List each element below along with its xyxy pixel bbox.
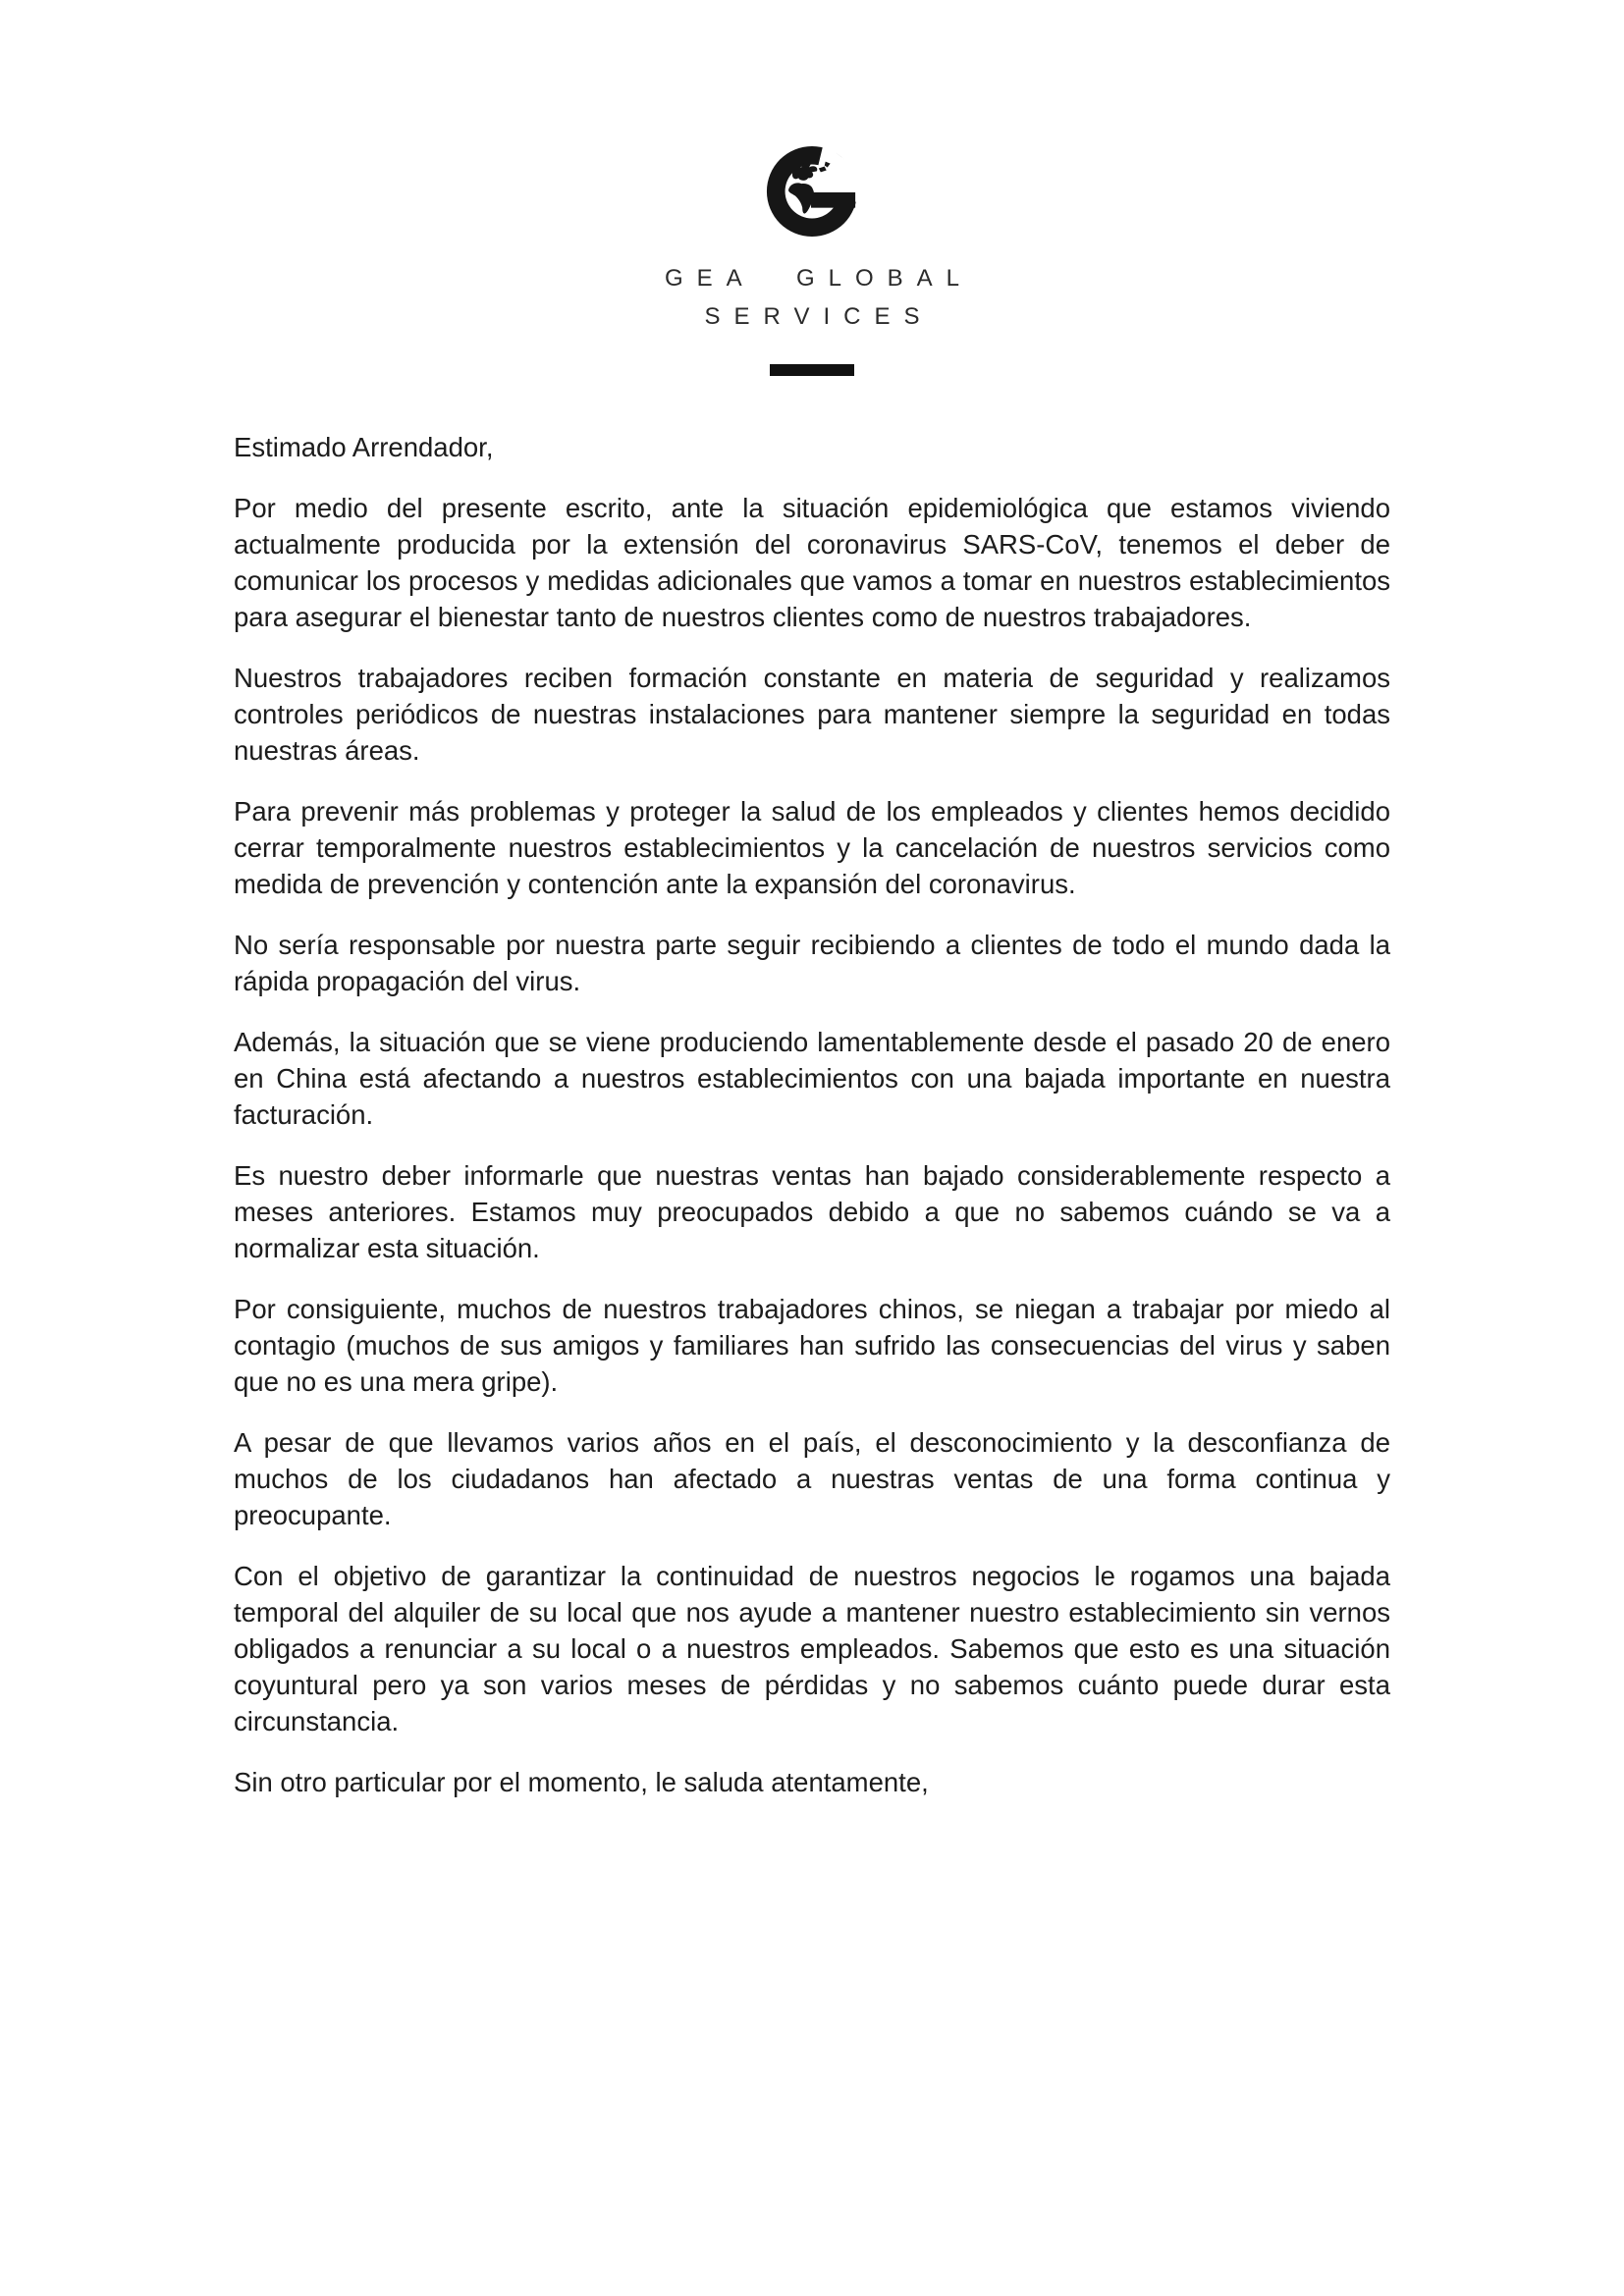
letter-paragraph-2: Nuestros trabajadores reciben formación constante en materia de seguridad y realizamos controles periódicos de nuestras instalaciones para mantener siempre la seguridad en todas nuestras áreas. [234, 663, 1390, 766]
letter-paragraph-9: Con el objetivo de garantizar la continuidad de nuestros negocios le rogamos una bajada temporal del alquiler de su local que nos ayude a mantener nuestro establecimiento sin vernos obligados a renunciar a su local o a nuestros empleados. Sabemos que esto es una situación coyuntural pero ya son varios meses de pérdidas y no sabemos cuánto puede durar esta circunstancia. [234, 1561, 1390, 1736]
logo-divider-bar [770, 364, 854, 376]
letter-closing: Sin otro particular por el momento, le saluda atentamente, [234, 1767, 929, 1797]
globe-g-icon [764, 143, 860, 240]
letter-paragraph-5: Además, la situación que se viene produciendo lamentablemente desde el pasado 20 de enero en China está afectando a nuestros establecimientos con una bajada importante en nuestra facturación. [234, 1027, 1390, 1130]
letter-paragraph-1: Por medio del presente escrito, ante la situación epidemiológica que estamos viviendo actualmente producida por la extensión del coronavirus SARS-CoV, tenemos el deber de comunicar los procesos y medidas adicionales que vamos a tomar en nuestros establecimientos para asegurar el bienestar tanto de nuestros clientes como de nuestros trabajadores. [234, 493, 1390, 632]
letter-paragraph-7: Por consiguiente, muchos de nuestros trabajadores chinos, se niegan a trabajar por miedo al contagio (muchos de sus amigos y familiares han sufrido las consecuencias del virus y saben que no es una mera gripe). [234, 1294, 1390, 1397]
letter-paragraph-6: Es nuestro deber informarle que nuestras ventas han bajado considerablemente respecto a meses anteriores. Estamos muy preocupados debido a que no sabemos cuándo se va a normalizar esta situación. [234, 1160, 1390, 1263]
letter-paragraph-4: No sería responsable por nuestra parte seguir recibiendo a clientes de todo el mundo dada la rápida propagación del virus. [234, 930, 1390, 996]
brand-name: GEA GLOBAL [664, 265, 974, 292]
letterhead [0, 0, 1624, 376]
letter-body [234, 429, 1390, 1800]
brand-subname: SERVICES [704, 303, 934, 330]
letter-paragraph-8: A pesar de que llevamos varios años en el país, el desconocimiento y la desconfianza de muchos de los ciudadanos han afectado a nuestras ventas de una forma continua y preocupante. [234, 1427, 1390, 1530]
letter-greeting: Estimado Arrendador, [234, 432, 494, 462]
letter-paragraph-3: Para prevenir más problemas y proteger la salud de los empleados y clientes hemos decidido cerrar temporalmente nuestros establecimientos y la cancelación de nuestros servicios como medida de prevención y contención ante la expansión del coronavirus. [234, 796, 1390, 899]
